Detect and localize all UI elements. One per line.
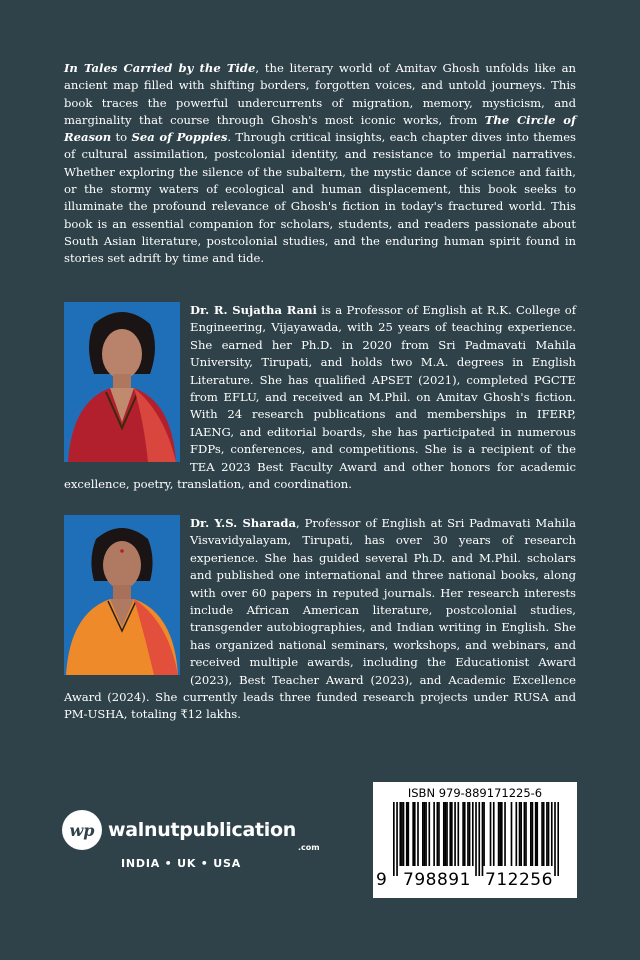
- barcode-bar: [482, 802, 484, 876]
- barcode-digits-right: 712256: [485, 870, 553, 890]
- back-cover-blurb: [64, 60, 576, 268]
- barcode-bar: [433, 802, 435, 866]
- blurb-text-2: to: [111, 130, 132, 145]
- barcode-bar: [454, 802, 456, 866]
- barcode-bar: [543, 802, 545, 866]
- barcode-bar: [519, 802, 521, 866]
- barcode-bar: [451, 802, 453, 866]
- barcode-bar: [546, 802, 548, 866]
- barcode-bar: [414, 802, 416, 866]
- barcode-bar: [408, 802, 410, 866]
- author-bio-sharada: [64, 515, 576, 724]
- barcode-bar: [490, 802, 492, 866]
- blurb-text-3: . Through critical insights, each chapter dives into themes of cultural assimilation, postcolonial identity, and resistance to imperial narratives. Whether exploring the silence of the subaltern, the mystic dance of science and faith, or the stormy waters of ecological and human displacement, this book seeks to illuminate the profound relevance of Ghosh's fiction in today's fractured world. This book is an essential companion for scholars, students, and readers passionate about South Asian literature, postcolonial studies, and the enduring human spirit found in stories set adrift by time and tide.: [64, 130, 577, 266]
- barcode-digit-first: 9: [376, 870, 387, 890]
- barcode-bar: [498, 802, 500, 866]
- barcode-bar: [464, 802, 466, 866]
- publisher-logo: [62, 810, 320, 852]
- publisher-regions: INDIA • UK • USA: [121, 857, 242, 870]
- barcode-bar: [472, 802, 474, 866]
- author-bio-text-sharada: , Professor of English at Sri Padmavati Mahila Visvavidyalayam, Tirupati, has over 30 years of research experience. She has guided several Ph.D. and M.Phil. scholars and published one international and three national books, along with over 60 papers in reputed journals. Her research interests include African American literature, postcolonial studies, transgender autobiographies, and Indian writing in English. She has organized national seminars, workshops, and webinars, and received multiple awards, including the Educationist Award (2023), Best Teacher Award (2023), and Academic Excellence Award (2024). She currently leads three funded research projects under RUSA and PM-USHA, totaling ₹12 lakhs.: [64, 516, 576, 722]
- author-name-sharada: Dr. Y.S. Sharada: [190, 516, 296, 530]
- barcode-bar: [396, 802, 398, 876]
- barcode-bar: [501, 802, 503, 866]
- barcode-bar: [530, 802, 532, 866]
- author-bio-text-sujatha: is a Professor of English at R.K. College of Engineering, Vijayawada, with 25 years of teaching experience. She earned her Ph.D. in 2020 from Sri Padmavati Mahila University, Tirupati, and holds two M.A. degrees in English Literature. She has qualified APSET (2021), completed PGCTE from EFLU, and received an M.Phil. on Amitav Ghosh's fiction. With 24 research publications and memberships in IFERP, IAENG, and editorial boards, she has participated in numerous FDPs, conferences, and competitions. She is a recipient of the TEA 2023 Best Faculty Award and other honors for academic excellence, poetry, translation, and coordination.: [64, 303, 576, 492]
- barcode-bar: [428, 802, 430, 866]
- barcode-bar: [457, 802, 459, 866]
- barcode-bar: [437, 802, 439, 866]
- barcode-bar: [541, 802, 543, 866]
- barcode-bar: [548, 802, 550, 866]
- publisher-badge-icon: wp: [62, 810, 102, 850]
- barcode-bar: [438, 802, 440, 866]
- author-bio-sujatha: [64, 302, 576, 493]
- barcode-bar: [511, 802, 513, 866]
- barcode-bars: [393, 802, 559, 876]
- barcode-bar: [401, 802, 403, 866]
- barcode-bar: [469, 802, 471, 866]
- barcode-bar: [478, 802, 480, 876]
- barcode-bar: [425, 802, 427, 866]
- barcode-digits-left: 798891: [403, 870, 471, 890]
- barcode-bar: [399, 802, 401, 866]
- author-name-sujatha: Dr. R. Sujatha Rani: [190, 303, 317, 317]
- barcode-bar: [524, 802, 526, 866]
- barcode-bar: [446, 802, 448, 866]
- barcode-bar: [406, 802, 408, 866]
- author-photo-sharada: [64, 515, 180, 675]
- barcode-bar: [504, 802, 506, 866]
- barcode-bar: [417, 802, 419, 866]
- book-title: In Tales Carried by the Tide: [64, 61, 256, 75]
- barcode-bar: [475, 802, 477, 876]
- publisher-domain-suffix: .com: [298, 843, 320, 852]
- isbn-label: ISBN 979-889171225-6: [407, 786, 543, 800]
- barcode-bar: [449, 802, 451, 866]
- work-title-2: Sea of Poppies: [131, 130, 228, 145]
- barcode-bar: [520, 802, 522, 866]
- isbn-barcode: [373, 782, 577, 898]
- barcode-bar: [515, 802, 517, 866]
- barcode-bar: [551, 802, 553, 866]
- barcode-bar: [532, 802, 534, 866]
- barcode-bar: [412, 802, 414, 866]
- barcode-bar: [445, 802, 447, 866]
- author-photo-sujatha: [64, 302, 180, 462]
- barcode-bar: [554, 802, 556, 876]
- barcode-bar: [535, 802, 537, 866]
- barcode-bar: [424, 802, 426, 866]
- barcode-bar: [493, 802, 495, 866]
- barcode-bar: [393, 802, 395, 876]
- work-title-1: The Circle of Reason: [64, 112, 576, 145]
- publisher-name: walnutpublication: [108, 819, 296, 841]
- barcode-bar: [467, 802, 469, 866]
- barcode-bar: [525, 802, 527, 866]
- blurb-text-1: , the literary world of Amitav Ghosh unfolds like an ancient map filled with shifting borders, forgotten voices, and untold journeys. This book traces the powerful undercurrents of migration, memory, mysticism, and marginality that course through Ghosh's most iconic works, from: [64, 61, 576, 127]
- barcode-bar: [557, 802, 559, 876]
- barcode-bar: [483, 802, 485, 866]
- barcode-bar: [462, 802, 464, 866]
- barcode-bar: [499, 802, 501, 866]
- barcode-bar: [403, 802, 405, 866]
- barcode-bar: [443, 802, 445, 866]
- barcode-bar: [422, 802, 424, 866]
- barcode-bar: [536, 802, 538, 866]
